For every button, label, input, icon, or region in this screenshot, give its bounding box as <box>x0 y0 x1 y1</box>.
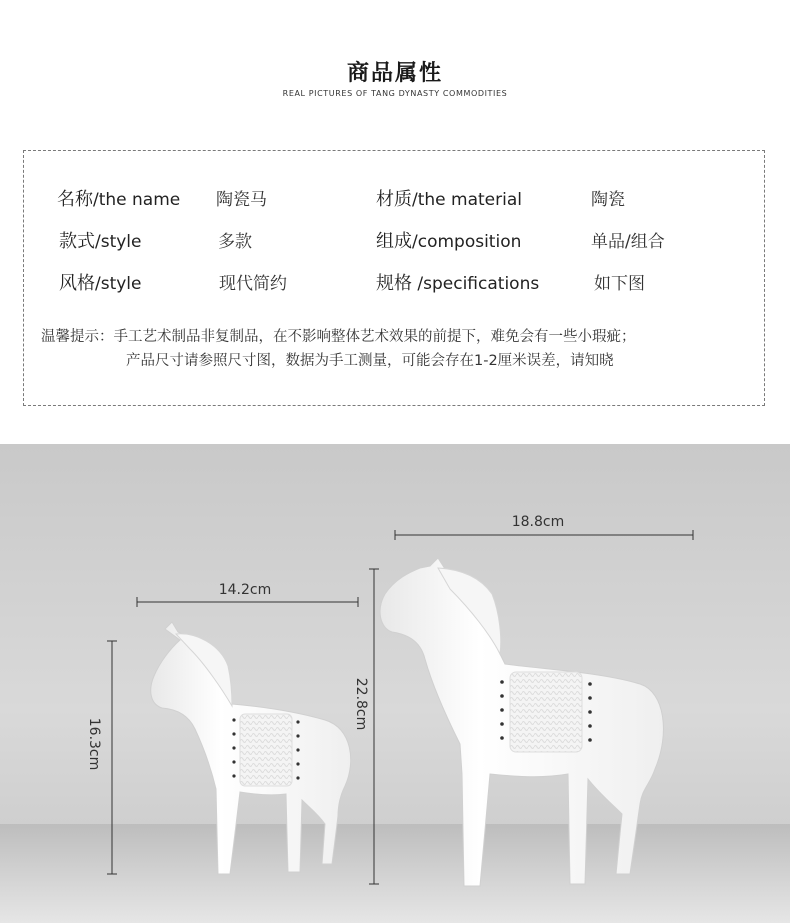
specification-value: 如下图 <box>594 274 645 294</box>
genre-value: 现代简约 <box>219 274 287 294</box>
material-label-en: /the material <box>412 190 522 210</box>
notice-line-1: 温馨提示：手工艺术制品非复制品，在不影响整体艺术效果的前提下，难免会有一些小瑕疵； <box>41 329 636 345</box>
composition-value: 单品/组合 <box>591 232 665 252</box>
small-height-label: 16.3cm <box>86 717 102 771</box>
style-value: 多款 <box>218 232 252 252</box>
product-attributes-panel <box>23 150 765 406</box>
background-table <box>0 824 790 923</box>
genre-label-cn: 风格 <box>59 273 95 294</box>
composition-label-cn: 组成 <box>376 231 412 252</box>
notice-line-2: 产品尺寸请参照尺寸图，数据为手工测量，可能会存在1-2厘米误差，请知晓 <box>126 353 614 369</box>
style-label-en: /style <box>95 232 142 252</box>
style-label-cn: 款式 <box>59 231 95 252</box>
style-label <box>59 227 142 253</box>
large-height-label: 22.8cm <box>353 677 369 731</box>
large-horse-saddle <box>510 672 582 752</box>
genre-label-en: /style <box>95 274 142 294</box>
section-title: 商品属性 <box>346 61 443 86</box>
material-label <box>376 185 522 211</box>
product-dimension-photo <box>0 444 790 923</box>
name-label <box>57 185 180 211</box>
small-width-label: 14.2cm <box>218 582 272 598</box>
section-subtitle: REAL PICTURES OF TANG DYNASTY COMMODITIES <box>282 89 508 98</box>
name-value: 陶瓷马 <box>216 190 267 210</box>
background-wall <box>0 444 790 824</box>
material-label-cn: 材质 <box>376 189 412 210</box>
specification-label-en: /specifications <box>412 274 540 294</box>
name-label-en: /the name <box>93 190 181 210</box>
spec-row-style-composition <box>24 227 766 255</box>
genre-label <box>59 269 142 295</box>
composition-label-en: /composition <box>412 232 522 252</box>
composition-label <box>376 227 521 253</box>
large-width-label: 18.8cm <box>511 514 565 530</box>
material-value: 陶瓷 <box>591 190 625 210</box>
spec-row-genre-specification <box>24 269 766 297</box>
specification-label <box>376 269 539 295</box>
name-label-cn: 名称 <box>57 189 93 210</box>
spec-row-name-material <box>24 185 766 213</box>
small-horse-saddle <box>240 714 292 786</box>
horse-figurines-illustration <box>0 444 790 923</box>
specification-label-cn: 规格 <box>376 273 412 294</box>
